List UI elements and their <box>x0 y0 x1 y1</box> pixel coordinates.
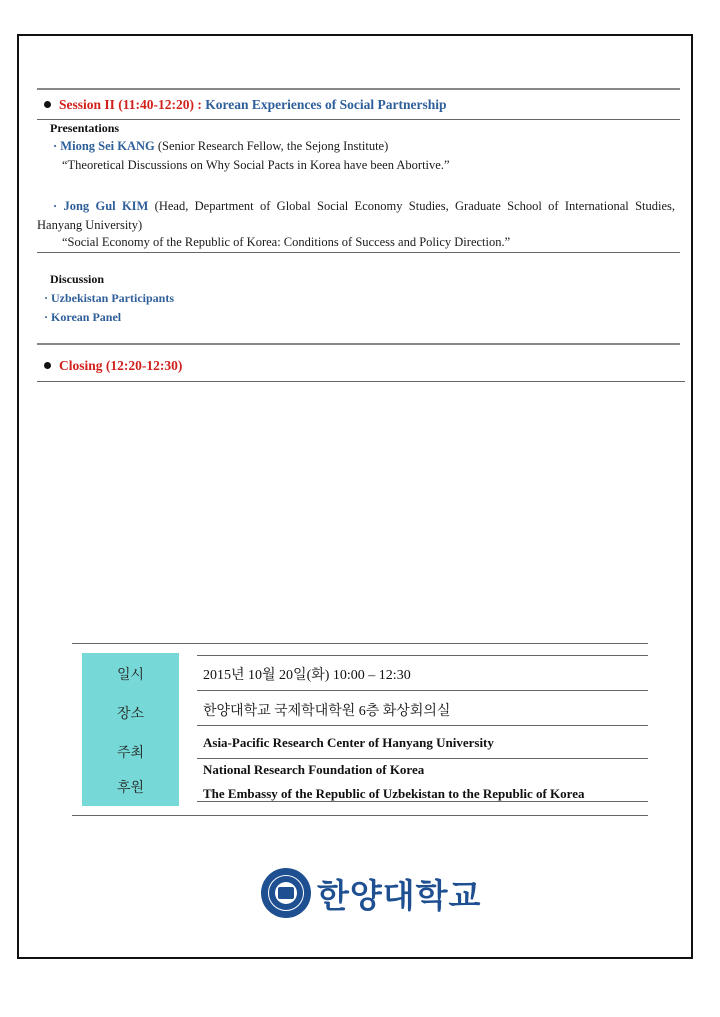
info-bottom-border <box>72 815 648 816</box>
closing-heading <box>44 358 182 374</box>
discussion-item: · Uzbekistan Participants <box>44 291 175 305</box>
speaker-1-line <box>53 139 388 154</box>
divider <box>197 690 648 691</box>
top-divider <box>37 88 680 90</box>
bullet-icon <box>44 362 51 369</box>
session-2-time: Session II (11:40-12:20) : <box>59 97 202 112</box>
speaker-2-talk: “Social Economy of the Republic of Korea: Conditions of Success and Policy Direction.” <box>62 235 511 249</box>
university-logo <box>261 868 481 918</box>
divider <box>37 119 680 120</box>
speaker-2-line <box>37 197 675 235</box>
divider <box>197 725 648 726</box>
host-value: Asia-Pacific Research Center of Hanyang University <box>203 735 494 750</box>
divider <box>37 252 680 253</box>
divider <box>37 381 685 382</box>
speaker-2-name: · Jong Gul KIM <box>53 199 149 213</box>
divider <box>197 801 648 802</box>
info-label-column <box>82 653 179 806</box>
speaker-1-name: · Miong Sei KANG <box>53 139 155 153</box>
discussion-label: Discussion <box>50 272 105 286</box>
speaker-2-affiliation: (Head, Department of Global Social Economy Studies, Graduate School of International Studies, Hanyang University) <box>37 199 676 232</box>
session-2-title: Korean Experiences of Social Partnership <box>205 97 447 112</box>
closing-label: Closing (12:20-12:30) <box>59 358 183 373</box>
bullet-icon <box>44 101 51 108</box>
info-top-border <box>72 643 648 644</box>
discussion-item: · Korean Panel <box>44 310 122 324</box>
venue-value: 한양대학교 국제학대학원 6층 화상회의실 <box>203 704 451 719</box>
divider <box>197 758 648 759</box>
host-label: 주최 <box>116 746 145 761</box>
presentations-label: Presentations <box>50 121 120 135</box>
divider <box>37 343 680 345</box>
sponsor-label: 후원 <box>116 781 145 796</box>
speaker-1-talk: “Theoretical Discussions on Why Social Pacts in Korea have been Abortive.” <box>62 158 450 172</box>
sponsor-value: National Research Foundation of Korea <box>203 762 425 777</box>
sponsor-value: The Embassy of the Republic of Uzbekistan to the Republic of Korea <box>203 786 585 801</box>
speaker-1-affiliation: (Senior Research Fellow, the Sejong Institute) <box>157 139 389 153</box>
university-seal-icon <box>261 868 311 918</box>
venue-label: 장소 <box>116 707 145 722</box>
university-name: 한양대학교 <box>317 875 482 915</box>
session-2-heading <box>44 97 447 113</box>
date-value: 2015년 10월 20일(화) 10:00 – 12:30 <box>203 668 411 683</box>
date-label: 일시 <box>116 668 145 683</box>
divider <box>197 655 648 656</box>
